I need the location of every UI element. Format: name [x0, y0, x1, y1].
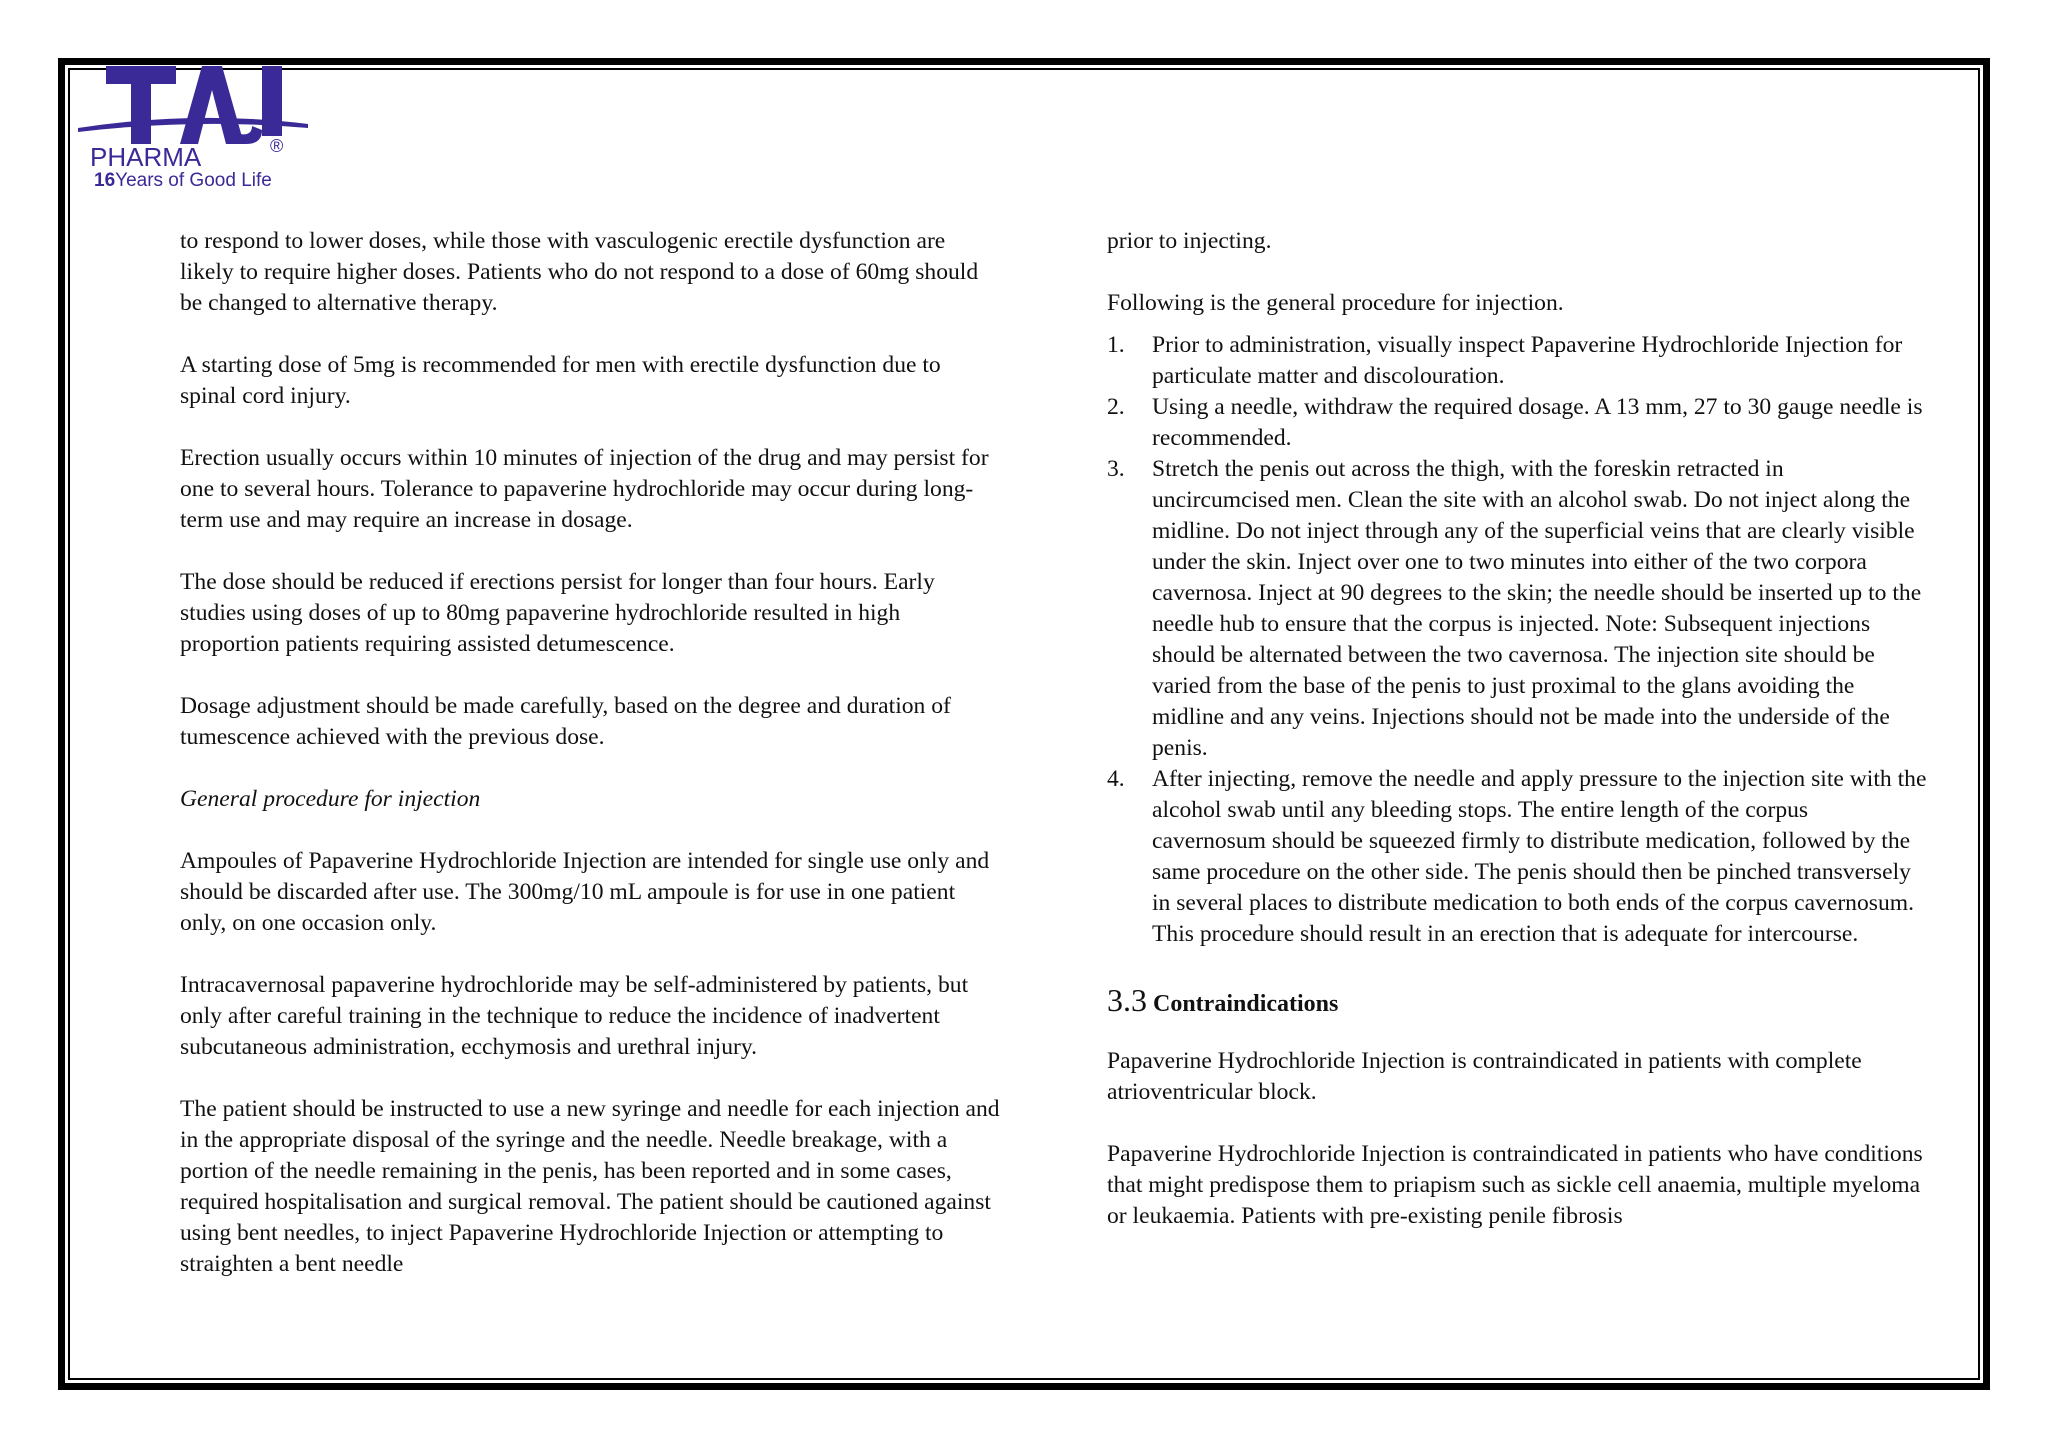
step-number: 2.	[1107, 394, 1125, 420]
step-text: Stretch the penis out across the thigh, with the foreskin retracted in uncircumcised men. Clean the site with an alcohol swab. Do not inject along the midline. Do not inject through any of the superficial veins that are clearly visible under the skin. Inject over one to two minutes into either of the two corpora cavernosa. Inject at 90 degrees to the skin; the needle should be inserted up to the needle hub to ensure that the corpus is injected. Note: Subsequent injections should be alternated between the two cavernosa. The injection site should be varied from the base of the penis to just proximal to the glans avoiding the midline and any veins. Injections should not be made into the underside of the penis.	[1152, 456, 1922, 761]
paragraph: Dosage adjustment should be made carefully, based on the degree and duration of tumescence achieved with the previous dose.	[180, 693, 951, 750]
step-text: After injecting, remove the needle and apply pressure to the injection site with the alcohol swab until any bleeding stops. The entire length of the corpus cavernosum should be squeezed firmly to distribute medication, followed by the same procedure on the other side. The penis should then be pinched transversely in several places to distribute medication to both ends of the corpus cavernosum. This procedure should result in an erection that is adequate for intercourse.	[1152, 766, 1927, 947]
paragraph: to respond to lower doses, while those with vasculogenic erectile dysfunction are likely to require higher doses. Patients who do not respond to a dose of 60mg should be changed to alternative therapy.	[180, 228, 979, 316]
paragraph: Intracavernosal papaverine hydrochloride may be self-administered by patients, but only after careful training in the technique to reduce the incidence of inadvertent subcutaneous administration, ecchymosis and urethral injury.	[180, 972, 969, 1060]
paragraph: The dose should be reduced if erections persist for longer than four hours. Early studies using doses of up to 80mg papaverine hydrochloride resulted in high proportion patients requiring assisted detumescence.	[180, 569, 935, 657]
list-item	[1107, 454, 1927, 764]
paragraph: A starting dose of 5mg is recommended for men with erectile dysfunction due to spinal cord injury.	[180, 352, 941, 409]
paragraph: The patient should be instructed to use a new syringe and needle for each injection and in the appropriate disposal of the syringe and the needle. Needle breakage, with a portion of the needle remaining in the penis, has been reported and in some cases, required hospitalisation and surgical removal. The patient should be cautioned against using bent needles, to inject Papaverine Hydrochloride Injection or attempting to straighten a bent needle	[180, 1096, 1000, 1277]
section-heading	[1107, 980, 1927, 1024]
list-item	[1107, 330, 1927, 392]
list-item	[1107, 764, 1927, 950]
logo-tagline-number: 16	[94, 170, 116, 191]
logo-tagline	[94, 170, 272, 192]
paragraph: Ampoules of Papaverine Hydrochloride Injection are intended for single use only and should be discarded after use. The 300mg/10 mL ampoule is for use in one patient only, on one occasion only.	[180, 848, 990, 936]
paragraph: prior to injecting.	[1107, 228, 1272, 254]
logo-j-hook	[240, 126, 262, 144]
logo-registered: ®	[270, 136, 284, 156]
step-number: 4.	[1107, 766, 1125, 792]
list-item	[1107, 392, 1927, 454]
paragraph: Papaverine Hydrochloride Injection is contraindicated in patients with complete atrioventricular block.	[1107, 1048, 1862, 1105]
step-text: Using a needle, withdraw the required dosage. A 13 mm, 27 to 30 gauge needle is recommended.	[1152, 394, 1923, 451]
logo-tagline-text: Years of Good Life	[115, 170, 272, 191]
step-number: 3.	[1107, 456, 1125, 482]
subheading: General procedure for injection	[180, 786, 481, 812]
paragraph: Papaverine Hydrochloride Injection is contraindicated in patients who have conditions that might predispose them to priapism such as sickle cell anaemia, multiple myeloma or leukaemia. Patients with pre-existing penile fibrosis	[1107, 1141, 1923, 1229]
procedure-steps-list	[1107, 330, 1927, 950]
paragraph: Erection usually occurs within 10 minutes of injection of the drug and may persist for one to several hours. Tolerance to papaverine hydrochloride may occur during long-term use and may require an increase in dosage.	[180, 445, 989, 533]
section-title: Contraindications	[1153, 991, 1339, 1017]
logo-t-stem	[131, 66, 151, 144]
right-column	[1107, 226, 1927, 1232]
left-column	[180, 226, 1000, 1280]
step-text: Prior to administration, visually inspect Papaverine Hydrochloride Injection for particulate matter and discolouration.	[1152, 332, 1903, 389]
step-number: 1.	[1107, 332, 1125, 358]
logo-a	[180, 66, 244, 144]
logo-company: PHARMA	[90, 142, 202, 172]
section-number: 3.3	[1107, 982, 1147, 1018]
paragraph: Following is the general procedure for injection.	[1107, 290, 1564, 316]
